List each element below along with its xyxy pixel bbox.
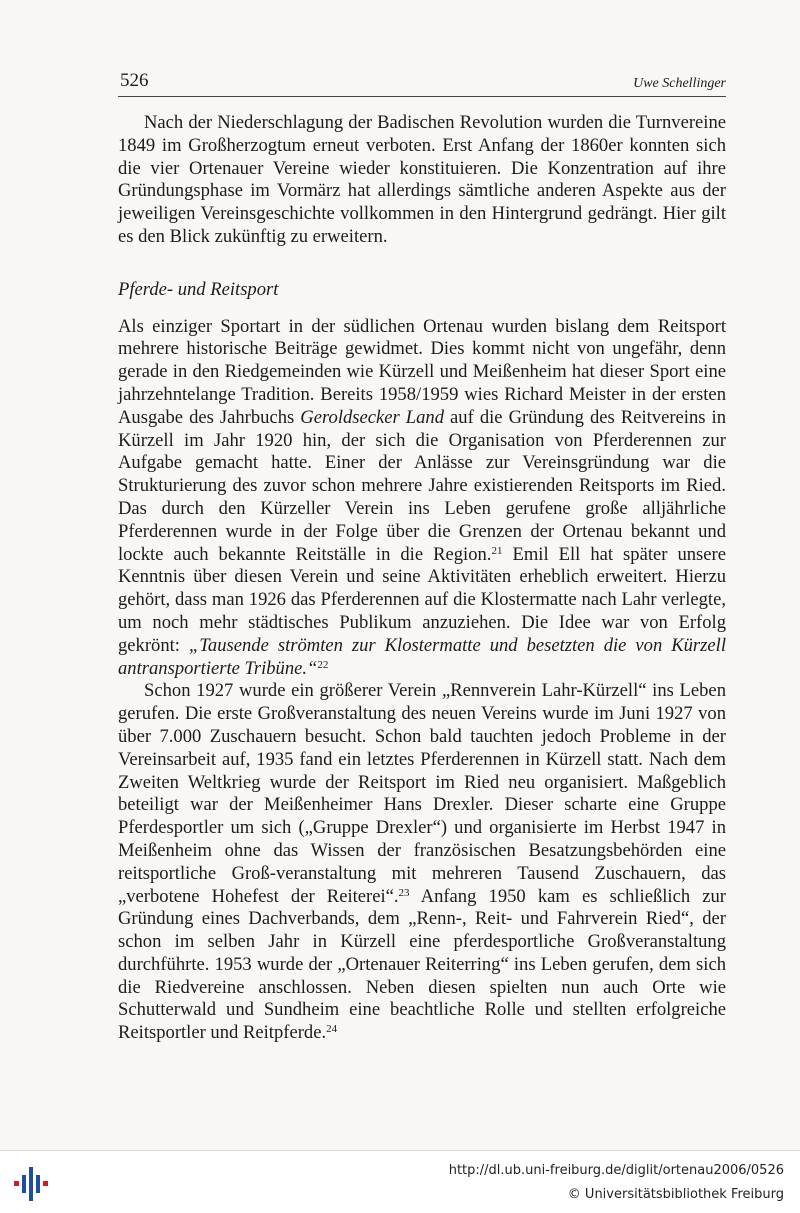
section-heading: Pferde- und Reitsport (118, 278, 279, 300)
paragraph-1: Nach der Niederschlagung der Badischen Revolution wurden die Turnvereine 1849 im Großherzogtum erneut verboten. Erst Anfang der 1860er konnten sich die vier Ortenauer Vereine wieder konstituieren. Die Konzentration auf ihre Gründungsphase im Vormärz hat allerdings sämtliche anderen Aspekte aus der jeweiligen Vereinsgeschichte vollkommen in den Hintergrund gedrängt. Hier gilt es den Blick zukünftig zu erweitern. (118, 112, 726, 247)
permalink-url[interactable]: http://dl.ub.uni-freiburg.de/diglit/ortenau2006/0526 (448, 1163, 784, 1178)
footnote-marker-24: 24 (326, 1023, 338, 1036)
ub-freiburg-logo-icon (10, 1165, 52, 1203)
copyright-notice: © Universitätsbibliothek Freiburg (567, 1187, 784, 1202)
paragraph-3-text-b: Anfang 1950 kam es schließlich zur Gründung eines Dachverbands, dem „Renn-, Reit- und Fahrverein Ried“, der schon im selben Jahr in Kürzell eine pferdesportliche Großveranstaltung durchführte. 1953 wurde der „Ortenauer Reiterring“ ins Leben gerufen, dem sich die Riedvereine anschlossen. Neben diesen spielten nun auch Orte wie Schutterwald und Sundheim eine beachtliche Rolle und stellten erfolgreiche Reitsportler und Reitpferde. (118, 885, 726, 1044)
paragraph-3 (118, 680, 726, 1045)
footnote-marker-21: 21 (491, 544, 503, 557)
paragraph-3-text-a: Schon 1927 wurde ein größerer Verein „Rennverein Lahr-Kürzell“ ins Leben gerufen. Die erste Großveranstaltung des neuen Vereins wurde im Juni 1927 von über 7.000 Zuschauern besucht. Schon bald tauchten jedoch Probleme in der Vereinsarbeit auf, 1935 fand ein letztes Pferderennen in Kürzell statt. Nach dem Zweiten Weltkrieg wurde der Reitsport im Ried neu organisiert. Maßgeblich beteiligt war der Meißenheimer Hans Drexler. Dieser scharte eine Gruppe Pferdesportler um sich („Gruppe Drexler“) und organisierte im Herbst 1947 in Meißenheim ohne das Wissen der französischen Besatzungsbehörden eine reitsportliche Groß-veranstaltung mit mehreren Tausend Zuschauern, das „verbotene Hohefest der Reiterei“. (118, 680, 726, 907)
body-text (118, 112, 726, 1045)
footer-bar (0, 1150, 800, 1213)
journal-title: Geroldsecker Land (300, 406, 445, 428)
quotation: „Tausende strömten zur Klostermatte und besetzten die von Kürzell antransportierte Tribüne.“ (118, 634, 726, 679)
paragraph-2-text-c: Emil Ell hat später unsere Kenntnis über diesen Verein und seine Aktivitäten erheblich erweitert. Hierzu gehört, dass man 1926 das Pferderennen auf die Klostermatte nach Lahr verlegte, um noch mehr städtisches Publikum anzuziehen. Die Idee war von Erfolg gekrönt: (118, 543, 726, 656)
paragraph-2-text-b: auf die Gründung des Reitvereins in Kürzell im Jahr 1920 hin, der sich die Organisation von Pferderennen zur Aufgabe gemacht hatte. Einer der Anlässe zur Vereinsgründung war die Strukturierung des zuvor schon mehrere Jahre existierenden Reitsports im Ried. Das durch den Kürzeller Verein ins Leben gerufene große alljährliche Pferderennen wurde in der Folge über die Grenzen der Ortenau bekannt und lockte auch bekannte Reitställe in die Region. (118, 406, 726, 565)
page-header (118, 70, 726, 97)
paragraph-2-text-a: Als einziger Sportart in der südlichen Ortenau wurden bislang dem Reitsport mehrere historische Beiträge gewidmet. Dies kommt nicht von ungefähr, denn gerade in den Riedgemeinden wie Kürzell und Meißenheim hat dieser Sport eine jahrzehntelange Tradition. Bereits 1958/1959 wies Richard Meister in der ersten Ausgabe des Jahrbuchs (118, 315, 726, 428)
footnote-marker-22: 22 (317, 658, 329, 671)
page-number: 526 (120, 70, 149, 91)
running-head: Uwe Schellinger (633, 76, 726, 91)
paragraph-2 (118, 316, 726, 681)
footnote-marker-23: 23 (398, 886, 410, 899)
